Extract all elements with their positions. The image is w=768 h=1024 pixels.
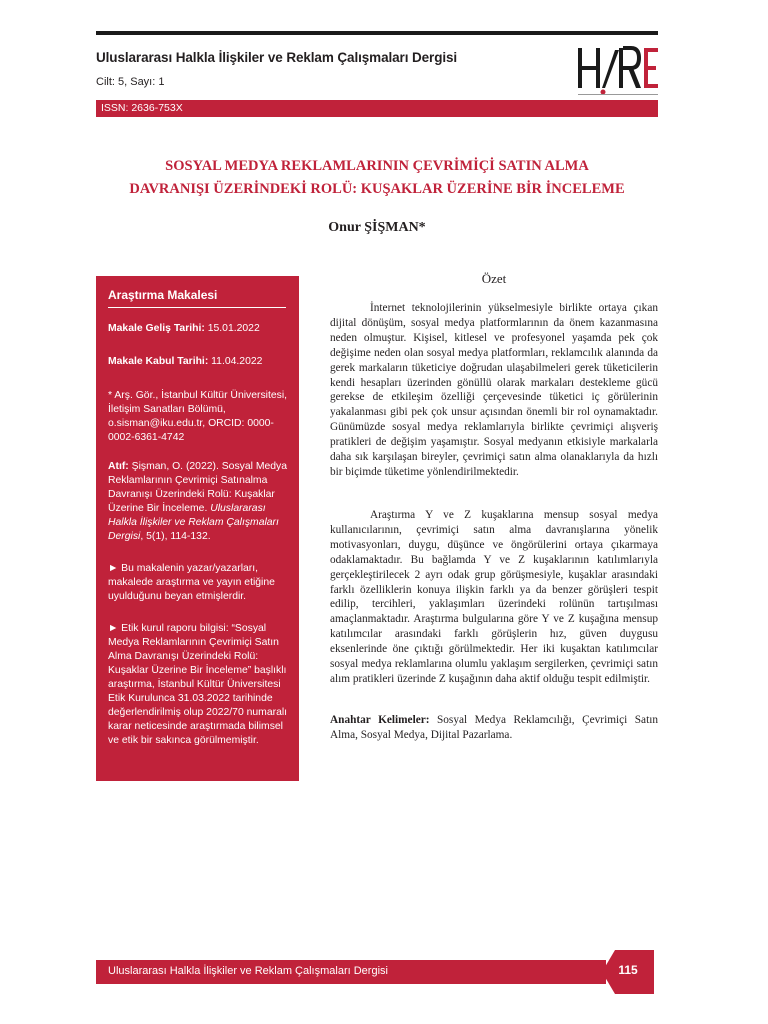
ethics-statement-text: Bu makalenin yazar/yazarları, makalede araştırma ve yayın etiğine uyulduğunu beyan etmişlerdir.: [108, 563, 275, 602]
citation-pages: , 5(1), 114-132.: [140, 531, 211, 542]
abstract-text-1: İnternet teknolojilerinin yükselmesiyle birlikte ortaya çıkan dijital dönüşüm, sosyal medya platformlarının da önem kazanmasına neden olmuştur. Kişisel, kitlesel ve profesyonel yaşamda pek çok değişime neden olan sosyal medya platformları, reklamcılık alanında da gerek markaların tüketiciye doğrudan ulaşabilmeleri gerek tüketicilerin kendi hesapları üzerinden gönüllü olarak markaları destekleme gücü gerekse de etkileşim özelliği çerçevesinde tüketici iç görülerinin yakalanması gibi pek çok unsur açısından önemli bir rol oynamaktadır. Günümüzde sosyal medya reklamlarıyla birlikte çevrimiçi alışveriş pratikleri de değişim yaşamıştır. Sosyal medyanın etkisiyle markalarla daha sık karşılaşan bireyler, çevrimiçi satın alma olanaklarıyla da hızlı bir biçimde tüketime yönlendirilmektedir.: [330, 302, 658, 478]
accepted-label: Makale Kabul Tarihi:: [108, 356, 209, 367]
keywords: [330, 713, 658, 743]
citation-journal: Uluslararası Halkla İlişkiler ve Reklam Çalışmaları Dergisi: [108, 503, 279, 542]
ethics-committee-text: Etik kurul raporu bilgisi: “Sosyal Medya Reklamlarının Çevrimiçi Satın Alma Davranışı Üzerindeki Rolü: Kuşaklar Üzerine Bir İnceleme” başlıklı araştırma, İstanbul Kültür Üniversitesi Etik Kurulunca 31.03.2022 tarihinde değerlendirilmiş olup 2022/70 numaralı karar neticesinde araştırmada bilimsel ve etik bir sakınca görülmemiştir.: [108, 623, 288, 746]
issn-text: ISSN: 2636-753X: [101, 102, 183, 114]
journal-name: Uluslararası Halkla İlişkiler ve Reklam Çalışmaları Dergisi: [96, 50, 458, 65]
author-affiliation: * Arş. Gör., İstanbul Kültür Üniversitesi, İletişim Sanatları Bölümü, o.sisman@iku.edu.tr, ORCID: 0000-0002-6361-4742: [108, 390, 288, 443]
issue-info: Cilt: 5, Sayı: 1: [96, 76, 165, 88]
footer-journal-name: Uluslararası Halkla İlişkiler ve Reklam Çalışmaları Dergisi: [108, 965, 388, 977]
ethics-statement: [108, 562, 288, 604]
received-value: 15.01.2022: [204, 323, 260, 334]
footer-bar: [96, 960, 606, 984]
citation-label: Atıf:: [108, 461, 129, 472]
keywords-text: Sosyal Medya Reklamcılığı, Çevrimiçi Satın Alma, Sosyal Medya, Dijital Pazarlama.: [330, 714, 658, 741]
triangle-bullet-icon: ►: [108, 563, 122, 574]
citation-text: Şişman, O. (2022). Sosyal Medya Reklamlarının Çevrimiçi Satınalma Davranışı Üzerindeki Rolü: Kuşaklar Üzerine Bir İnceleme.: [108, 461, 288, 514]
article-title: [96, 155, 658, 201]
article-title-line2: DAVRANIŞI ÜZERİNDEKİ ROLÜ: KUŞAKLAR ÜZERİNE BİR İNCELEME: [129, 181, 625, 197]
sidebar-divider: [108, 307, 286, 308]
page-number: 115: [618, 963, 638, 977]
keywords-label: Anahtar Kelimeler:: [330, 714, 430, 726]
accepted-date: [108, 355, 288, 369]
accepted-value: 11.04.2022: [208, 356, 263, 367]
received-date: [108, 322, 288, 336]
citation: [108, 460, 288, 544]
header-top-rule: [96, 31, 658, 35]
page-number-badge: [602, 950, 654, 994]
journal-logo: [575, 40, 660, 102]
sidebar-heading: Araştırma Makalesi: [108, 288, 218, 302]
abstract-text-2: Araştırma Y ve Z kuşaklarına mensup sosyal medya kullanıcılarının, çevrimiçi satın alma davranışlarına yönelik motivasyonları, duygu, düşünce ve öngörülerini ortaya çıkarmaya odaklamaktadır. Bu bağlamda Y ve Z kuşaklarının katılımlarıyla gerçekleştirilecek 2 ayrı odak grup görüşmesiyle, kuşaklar arasındaki farklı özelliklerin konuya ilişkin farklı ya da benzer görüşleri tespit edilip, tercihleri, yaklaşımları üzerindeki rolünün tartışılması amaçlanmaktadır. Araştırma bulgularına göre Y ve Z kuşağına mensup katılımcılar arasındaki farklı görüşlerin hız, güven duygusu eksenlerinde öne çıktığı görülmektedir. Her iki kuşaktan katılımcılar sosyal medya reklamlarına olumlu yaklaşım sergilerken, çevrimiçi satın alım pratikleri üzerinde Z kuşağının daha aktif olduğu tespit edilmiştir.: [330, 509, 658, 685]
abstract-paragraph-1: [330, 301, 658, 480]
issn-bar: [96, 100, 658, 117]
article-info-sidebar: [96, 276, 299, 781]
abstract-paragraph-2: [330, 508, 658, 687]
author-name: Onur ŞİŞMAN*: [328, 220, 426, 235]
abstract-heading: Özet: [481, 271, 507, 286]
article-title-line1: SOSYAL MEDYA REKLAMLARININ ÇEVRİMİÇİ SATIN ALMA: [165, 158, 589, 174]
ethics-committee: [108, 622, 288, 748]
received-label: Makale Geliş Tarihi:: [108, 323, 205, 334]
triangle-bullet-icon: ►: [108, 623, 122, 634]
